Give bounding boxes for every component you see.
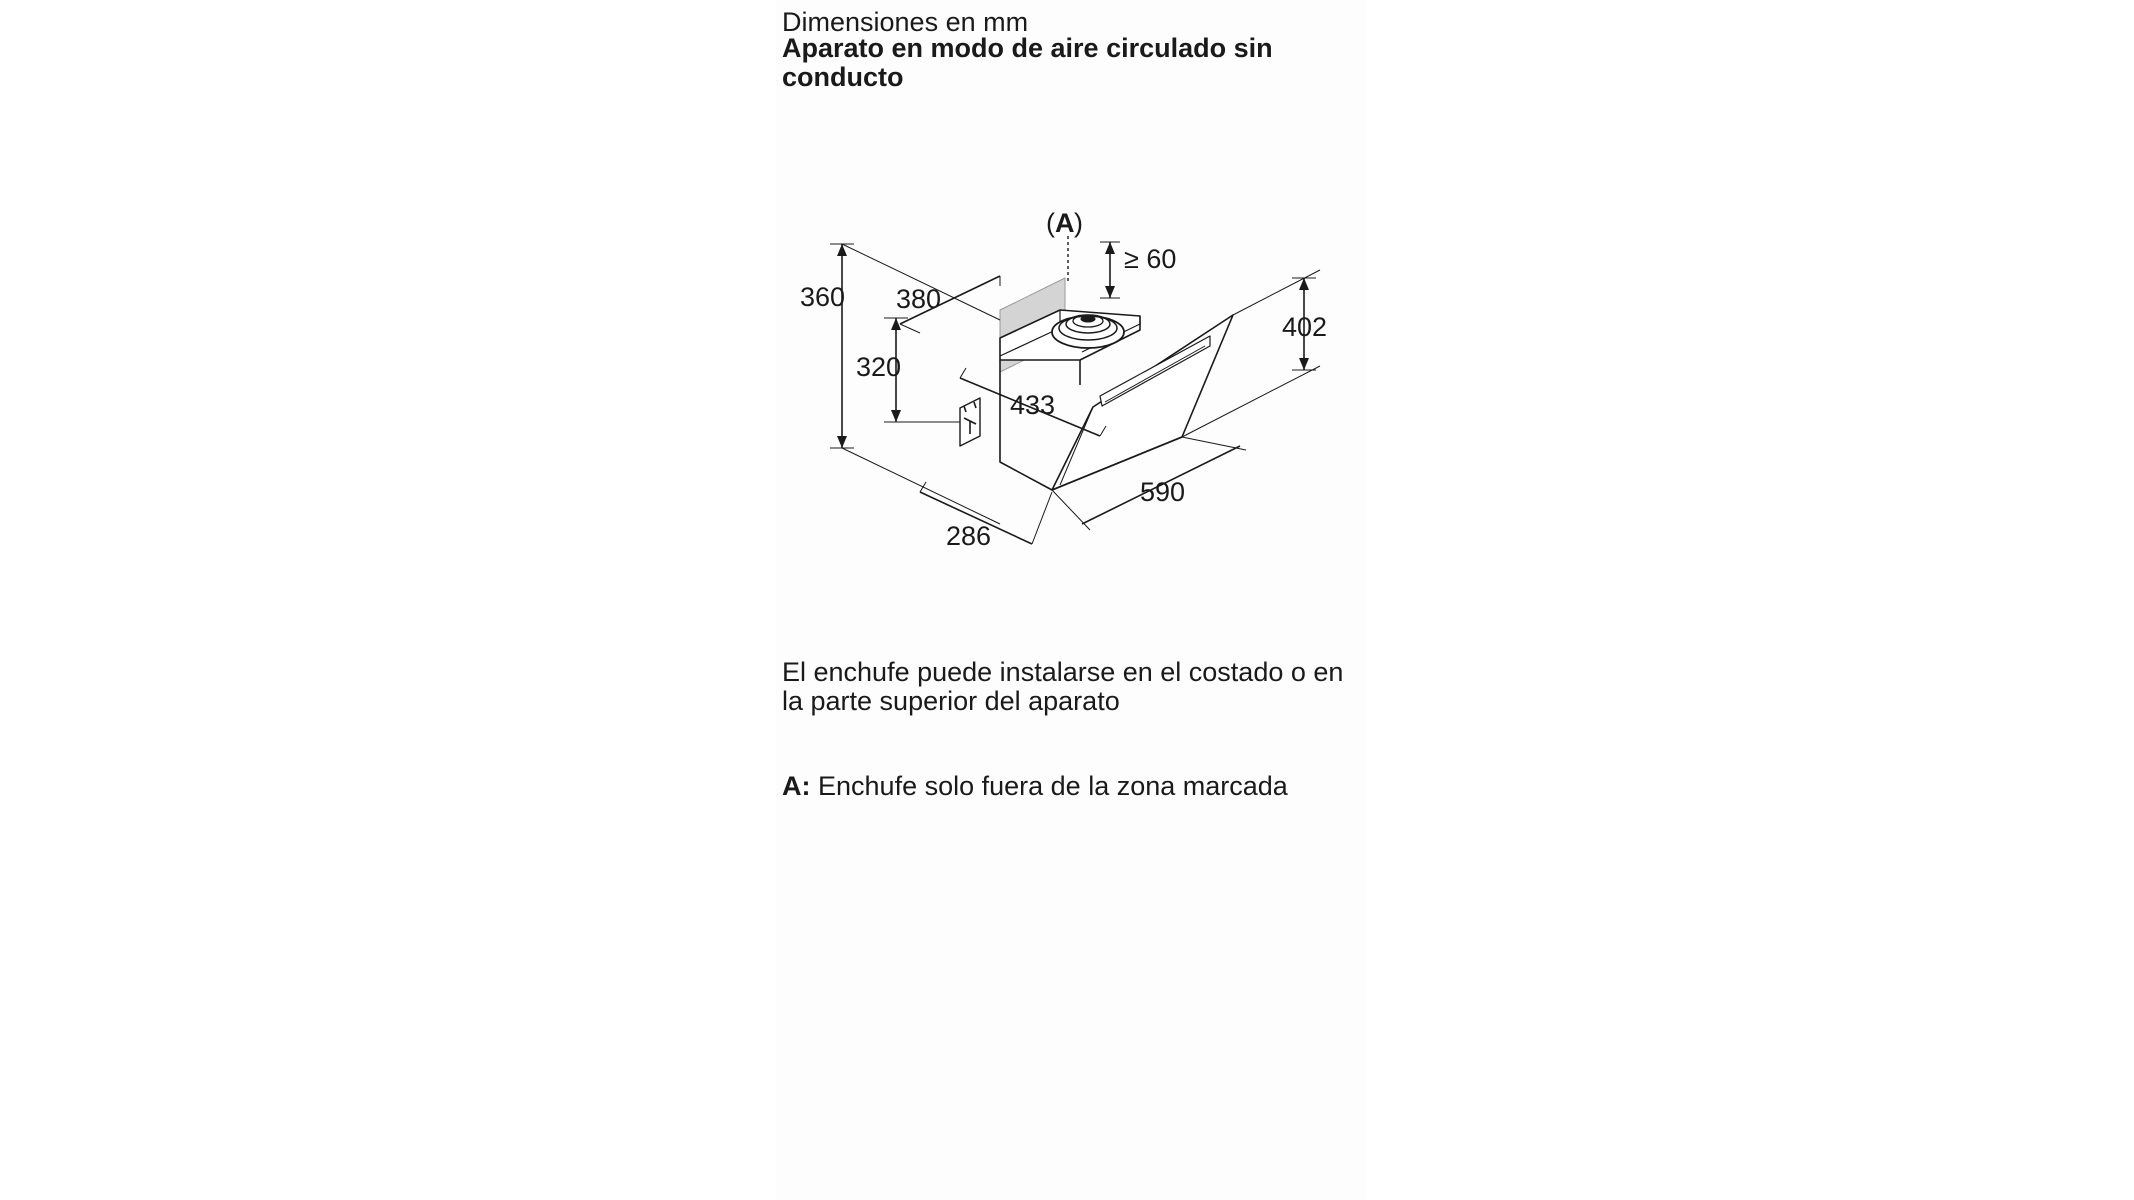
fan-hub	[1081, 316, 1095, 322]
dim-inner-width: 433	[1010, 390, 1056, 420]
legend-line	[782, 772, 1362, 801]
hood-left-side	[1000, 360, 1052, 490]
dim-depth-top: 380	[896, 284, 942, 314]
page-title: Aparato en modo de aire circulado sin conducto	[782, 33, 1273, 92]
callout-open: (	[1046, 208, 1055, 238]
dim-clearance-top: ≥ 60	[1124, 244, 1177, 274]
dim-socket-height: 320	[856, 352, 902, 382]
dimension-drawing	[800, 200, 1360, 560]
callout-close: )	[1074, 208, 1083, 238]
legend-key: A:	[782, 771, 811, 801]
legend-text: Enchufe solo fuera de la zona marcada	[818, 771, 1288, 801]
dim-width: 590	[1140, 477, 1186, 507]
callout-letter: A	[1055, 208, 1075, 238]
socket-note: El enchufe puede instalarse en el costado o en la parte superior del aparato	[782, 657, 1344, 716]
dim-depth: 286	[946, 521, 992, 551]
page-panel	[776, 0, 1366, 1200]
units-caption: Dimensiones en mm	[782, 7, 1029, 37]
dim-front-height: 402	[1282, 312, 1328, 342]
dim-total-height: 360	[800, 282, 846, 312]
